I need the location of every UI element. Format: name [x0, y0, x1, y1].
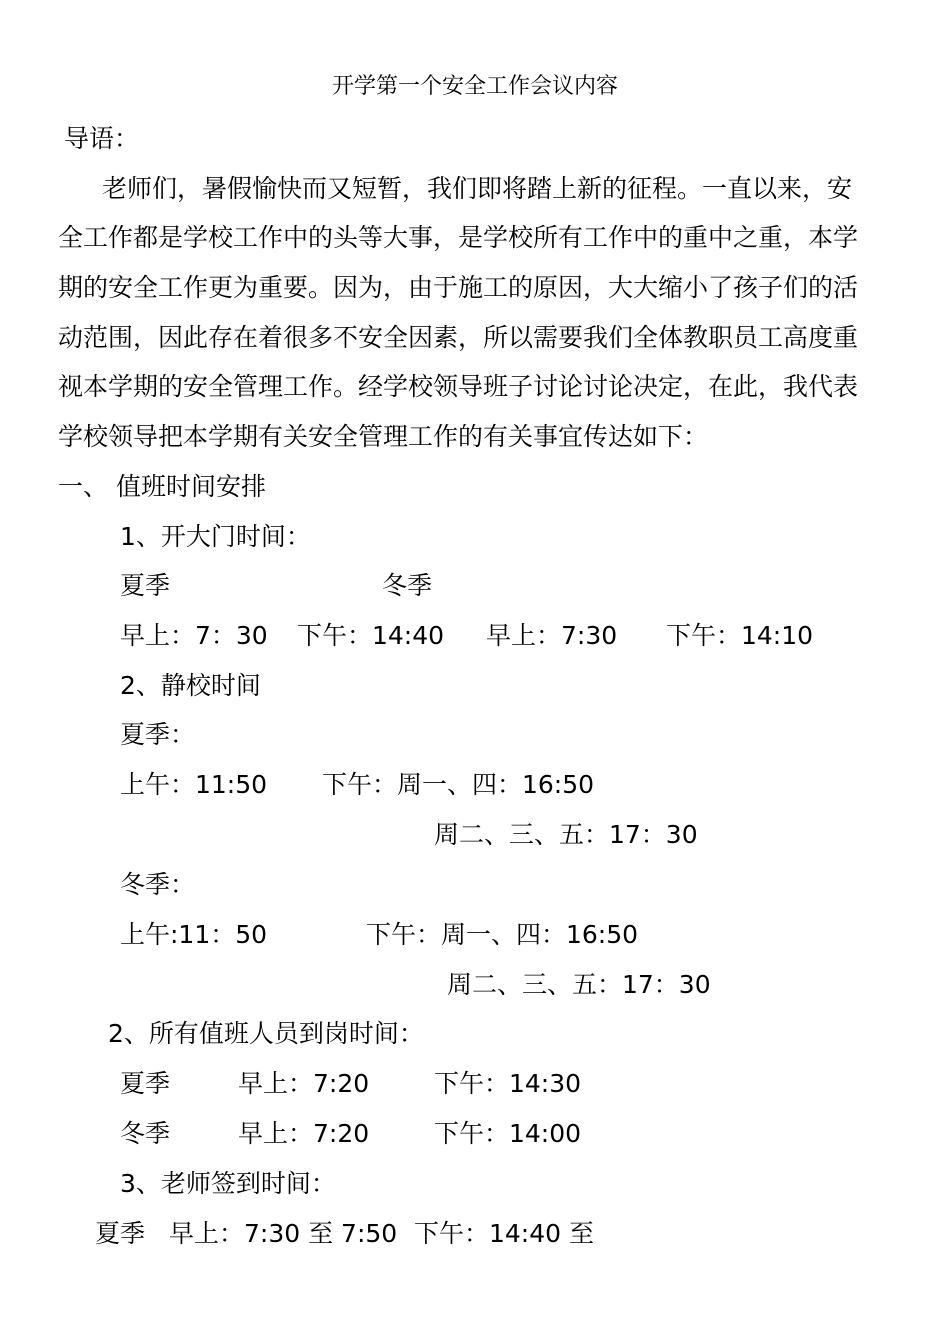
gate-winter-morning: 早上：7:30: [486, 621, 618, 650]
quiet-winter-label: 冬季：: [120, 870, 196, 899]
quiet-summer-afternoon: 下午：周一、四：16:50: [322, 770, 595, 799]
gate-winter-label: 冬季: [382, 571, 433, 600]
gate-summer-morning: 早上：7：30: [120, 621, 268, 650]
gate-summer-afternoon: 下午：14:40: [297, 621, 445, 650]
duty-winter-afternoon: 下午：14:00: [434, 1119, 582, 1148]
intro-line: 老师们，暑假愉快而又短暂，我们即将踏上新的征程。一直以来，安: [102, 174, 853, 203]
intro-line: 动范围，因此存在着很多不安全因素，所以需要我们全体教职员工高度重: [58, 323, 859, 352]
gate-winter-afternoon: 下午：14:10: [666, 621, 814, 650]
signin-time-heading: 3、老师签到时间：: [120, 1169, 336, 1198]
duty-time-heading: 2、所有值班人员到岗时间：: [108, 1019, 424, 1048]
duty-winter-label: 冬季: [120, 1119, 171, 1148]
intro-line: 期的安全工作更为重要。因为，由于施工的原因，大大缩小了孩子们的活: [58, 273, 859, 302]
quiet-winter-morning: 上午:11：50: [120, 920, 268, 949]
section-title: 值班时间安排: [116, 472, 267, 501]
gate-time-heading: 1、开大门时间：: [120, 522, 311, 551]
intro-label: 导语：: [64, 124, 140, 153]
quiet-winter-afternoon: 下午：周一、四：16:50: [366, 920, 639, 949]
signin-summer-morning: 早上：7:30 至 7:50: [169, 1219, 398, 1248]
quiet-winter-afternoon: 周二、三、五：17：30: [447, 970, 711, 999]
intro-line: 视本学期的安全管理工作。经学校领导班子讨论讨论决定，在此，我代表: [58, 372, 859, 401]
signin-summer-label: 夏季: [95, 1219, 146, 1248]
section-number: 一、: [58, 472, 109, 501]
quiet-time-heading: 2、静校时间: [120, 671, 261, 700]
duty-winter-morning: 早上：7:20: [238, 1119, 370, 1148]
intro-line: 学校领导把本学期有关安全管理工作的有关事宜传达如下：: [58, 422, 709, 451]
gate-summer-label: 夏季: [120, 571, 171, 600]
quiet-summer-label: 夏季：: [120, 720, 196, 749]
signin-summer-afternoon: 下午：14:40 至: [414, 1219, 594, 1248]
duty-summer-morning: 早上：7:20: [238, 1069, 370, 1098]
intro-line: 全工作都是学校工作中的头等大事，是学校所有工作中的重中之重，本学: [58, 223, 859, 252]
duty-summer-label: 夏季: [120, 1069, 171, 1098]
quiet-summer-afternoon: 周二、三、五：17：30: [434, 820, 698, 849]
document-title: 开学第一个安全工作会议内容: [331, 74, 618, 99]
duty-summer-afternoon: 下午：14:30: [434, 1069, 582, 1098]
quiet-summer-morning: 上午：11:50: [120, 770, 268, 799]
